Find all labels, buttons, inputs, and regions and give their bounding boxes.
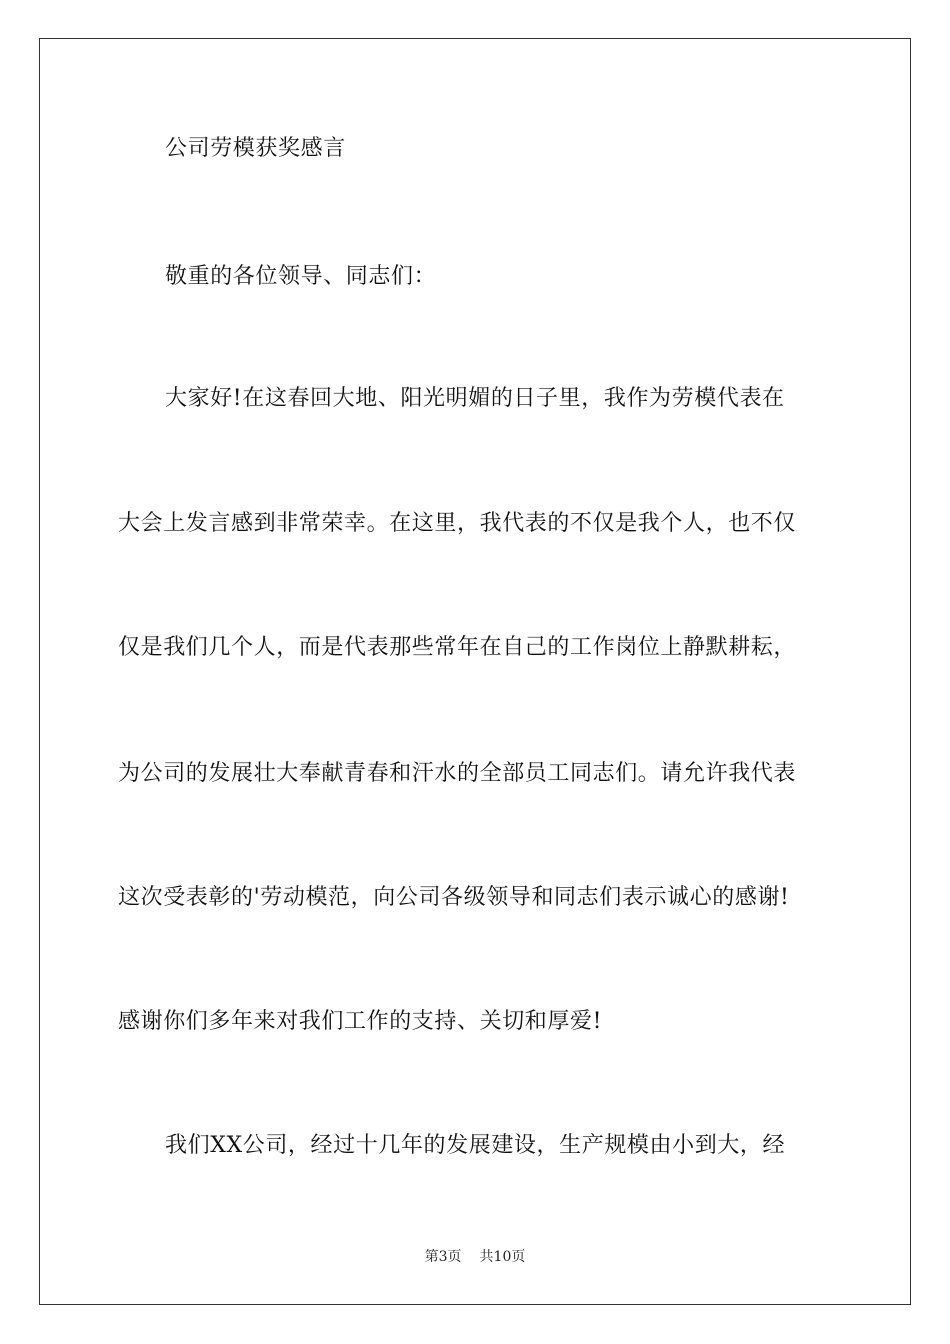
salutation: 敬重的各位领导、同志们： — [165, 264, 437, 289]
body-line-3: 仅是我们几个人，而是代表那些常年在自己的工作岗位上静默耕耘， — [118, 635, 797, 660]
body-line-5: 这次受表彰的'劳动模范，向公司各级领导和同志们表示诚心的感谢! — [118, 885, 790, 910]
page-footer — [0, 1248, 950, 1266]
body-line-6: 感谢你们多年来对我们工作的支持、关切和厚爱! — [118, 1009, 603, 1034]
page-total: 共10页 — [479, 1249, 526, 1265]
body-line-1: 大家好!在这春回大地、阳光明媚的日子里，我作为劳模代表在 — [165, 386, 785, 411]
body-line-2: 大会上发言感到非常荣幸。在这里，我代表的不仅是我个人，也不仅 — [118, 511, 797, 536]
page-current: 第3页 — [424, 1249, 462, 1265]
body-line-4: 为公司的发展壮大奉献青春和汗水的全部员工同志们。请允许我代表 — [118, 761, 797, 786]
page-border — [39, 38, 911, 1305]
body-line-7: 我们XX公司，经过十几年的发展建设，生产规模由小到大，经 — [165, 1133, 786, 1158]
document-title: 公司劳模获奖感言 — [165, 136, 346, 161]
